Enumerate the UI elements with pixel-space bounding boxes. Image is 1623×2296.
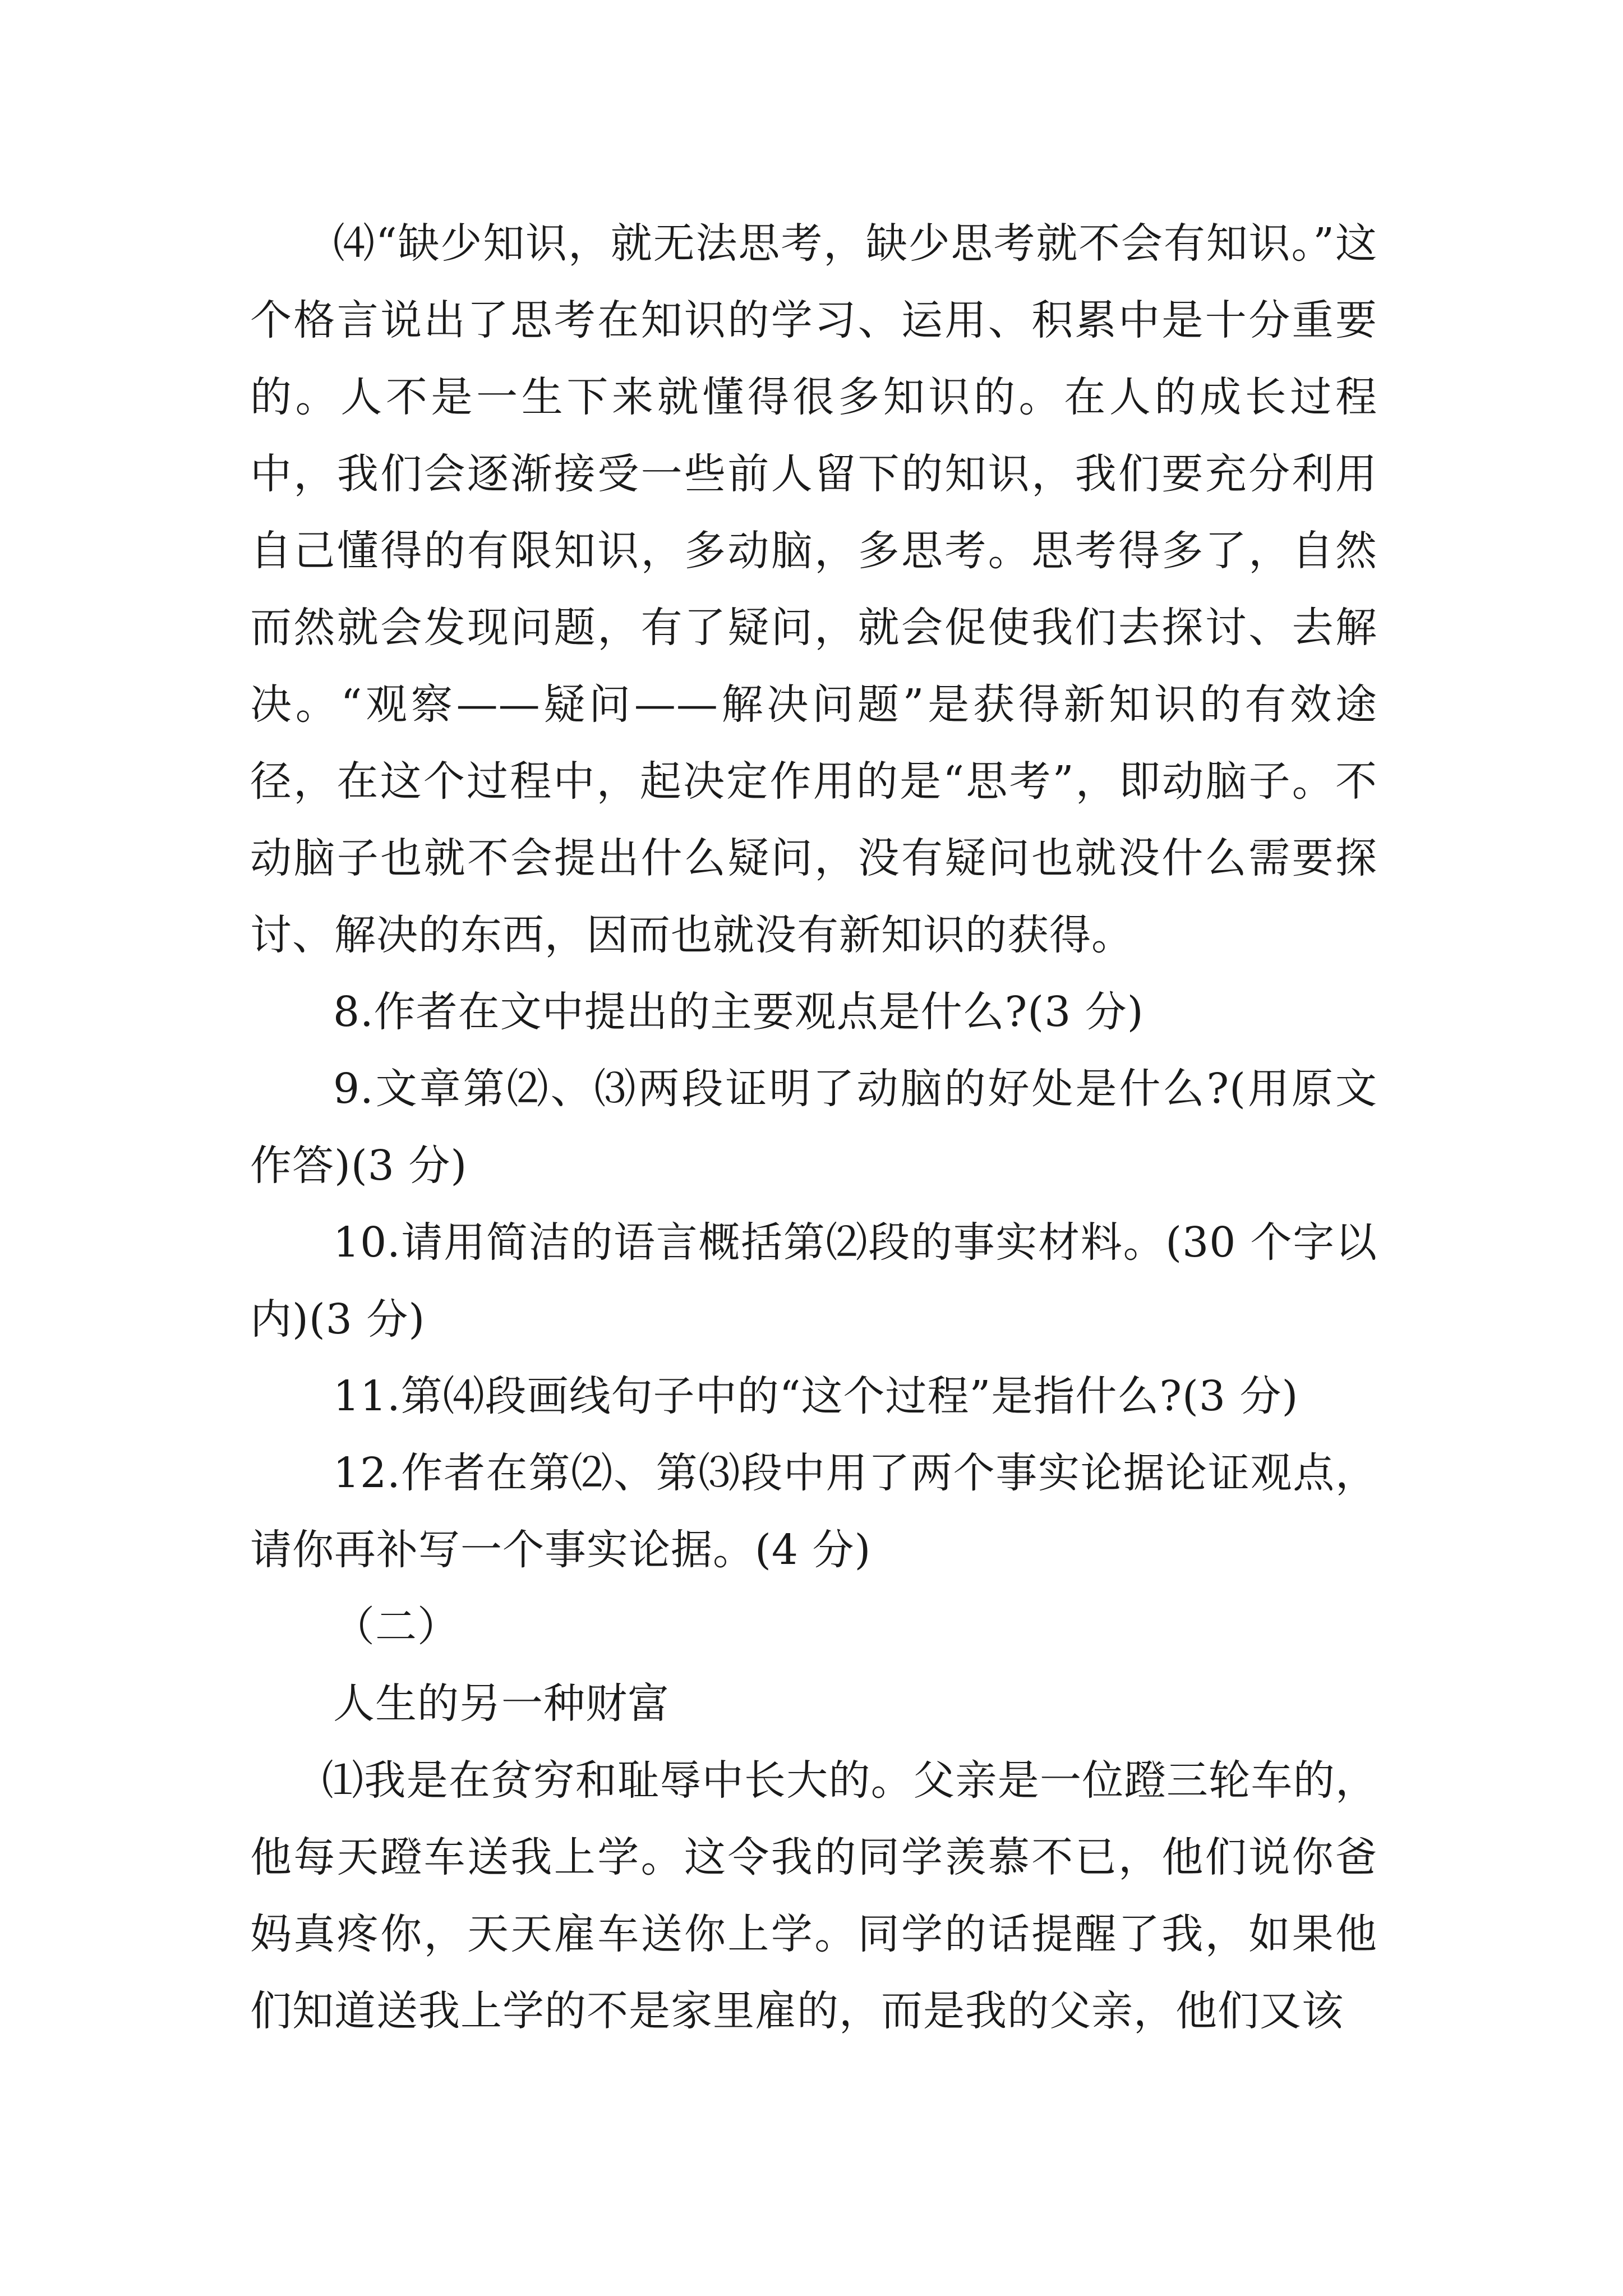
- question-12: 12.作者在第⑵、第⑶段中用了两个事实论据论证观点，请你再补写一个事实论据。(4 分): [250, 1449, 1377, 1574]
- question-10: 10.请用简洁的语言概括第⑵段的事实材料。(30 个字以内)(3 分): [250, 1218, 1377, 1343]
- document-body: [250, 205, 1377, 2050]
- article-paragraph-1: ⑴我是在贫穷和耻辱中长大的。父亲是一位蹬三轮车的，他每天蹬车送我上学。这令我的同学羡慕不已，他们说你爸妈真疼你，天天雇车送你上学。同学的话提醒了我，如果他们知道送我上学的不是家里雇的，而是我的父亲，他们又该: [250, 1756, 1377, 2035]
- section-heading: （二）: [333, 1603, 459, 1651]
- article-title: 人生的另一种财富: [333, 1680, 670, 1728]
- question-11: 11.第⑷段画线句子中的“这个过程”是指什么?(3 分): [333, 1372, 1299, 1420]
- paragraph-4-thinking: ⑷“缺少知识，就无法思考，缺少思考就不会有知识。”这个格言说出了思考在知识的学习、运用、积累中是十分重要的。人不是一生下来就懂得很多知识的。在人的成长过程中，我们会逐渐接受一些前人留下的知识，我们要充分利用自己懂得的有限知识，多动脑，多思考。思考得多了，自然而然就会发现问题，有了疑问，就会促使我们去探讨、去解决。“观察——疑问——解决问题”是获得新知识的有效途径，在这个过程中，起决定作用的是“思考”，即动脑子。不动脑子也就不会提出什么疑问，没有疑问也就没什么需要探讨、解决的东西，因而也就没有新知识的获得。: [250, 219, 1377, 959]
- question-9: 9.文章第⑵、⑶两段证明了动脑的好处是什么?(用原文作答)(3 分): [250, 1065, 1377, 1190]
- question-8: 8.作者在文中提出的主要观点是什么?(3 分): [333, 988, 1144, 1036]
